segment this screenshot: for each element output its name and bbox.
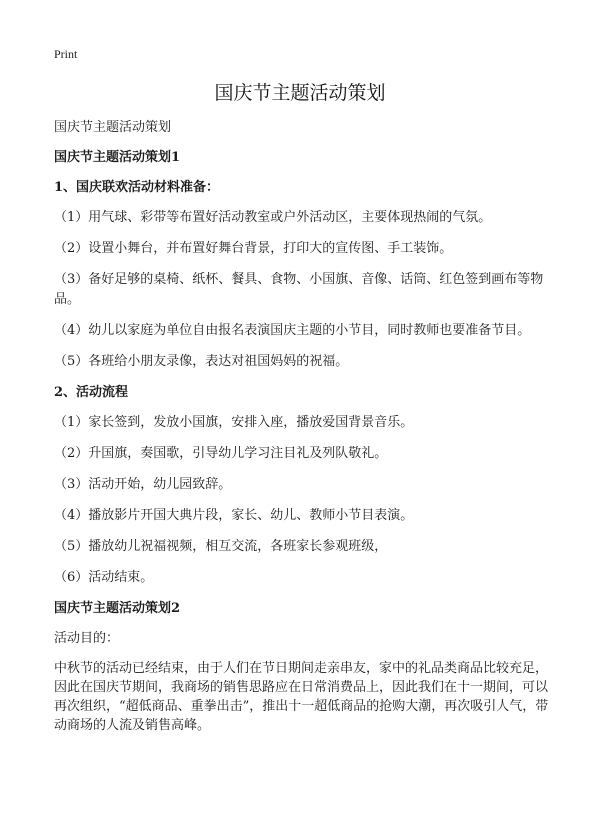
- flow-item-6: （6）活动结束。: [54, 570, 154, 585]
- print-link[interactable]: Print: [54, 47, 78, 61]
- section1-heading: 国庆节主题活动策划1: [54, 150, 181, 165]
- prep-heading: 1、国庆联欢活动材料准备：: [54, 180, 220, 195]
- document-title: 国庆节主题活动策划: [214, 82, 386, 104]
- prep-item-5: （5）各班给小朋友录像，表达对祖国妈妈的祝福。: [54, 354, 349, 369]
- section2-heading: 国庆节主题活动策划2: [54, 601, 181, 616]
- purpose-paragraph: 中秋节的活动已经结束，由于人们在节日期间走亲串友，家中的礼品类商品比较充足，因此在国庆节期间，我商场的销售思路应在日常消费品上，因此我们在十一期间，可以再次组织，“超低商品、重拳出击”，推出十一超低商品的抢购大潮，再次吸引人气，带动商场的人流及销售高峰。: [54, 661, 549, 733]
- flow-item-3: （3）活动开始，幼儿园致辞。: [54, 477, 232, 492]
- flow-item-1: （1）家长签到，发放小国旗，安排入座，播放爱国背景音乐。: [54, 415, 414, 430]
- prep-item-1: （1）用气球、彩带等布置好活动教室或户外活动区，主要体现热闹的气氛。: [54, 210, 492, 225]
- document-subtitle: 国庆节主题活动策划: [54, 120, 172, 135]
- flow-item-2: （2）升国旗，奏国歌，引导幼儿学习注目礼及列队敬礼。: [54, 446, 388, 461]
- prep-item-4: （4）幼儿以家庭为单位自由报名表演国庆主题的小节目，同时教师也要准备节目。: [54, 323, 531, 338]
- prep-item-2: （2）设置小舞台，并布置好舞台背景，打印大的宣传图、手工装饰。: [54, 241, 453, 256]
- purpose-label: 活动目的：: [54, 631, 120, 646]
- flow-item-5: （5）播放幼儿祝福视频，相互交流，各班家长参观班级，: [54, 539, 388, 554]
- flow-item-4: （4）播放影片开国大典片段，家长、幼儿、教师小节目表演。: [54, 508, 414, 523]
- prep-item-3: （3）备好足够的桌椅、纸杯、餐具、食物、小国旗、音像、话筒、红色签到画布等物品。: [54, 272, 544, 307]
- flow-heading: 2、活动流程: [54, 385, 129, 400]
- document-body: [54, 118, 554, 735]
